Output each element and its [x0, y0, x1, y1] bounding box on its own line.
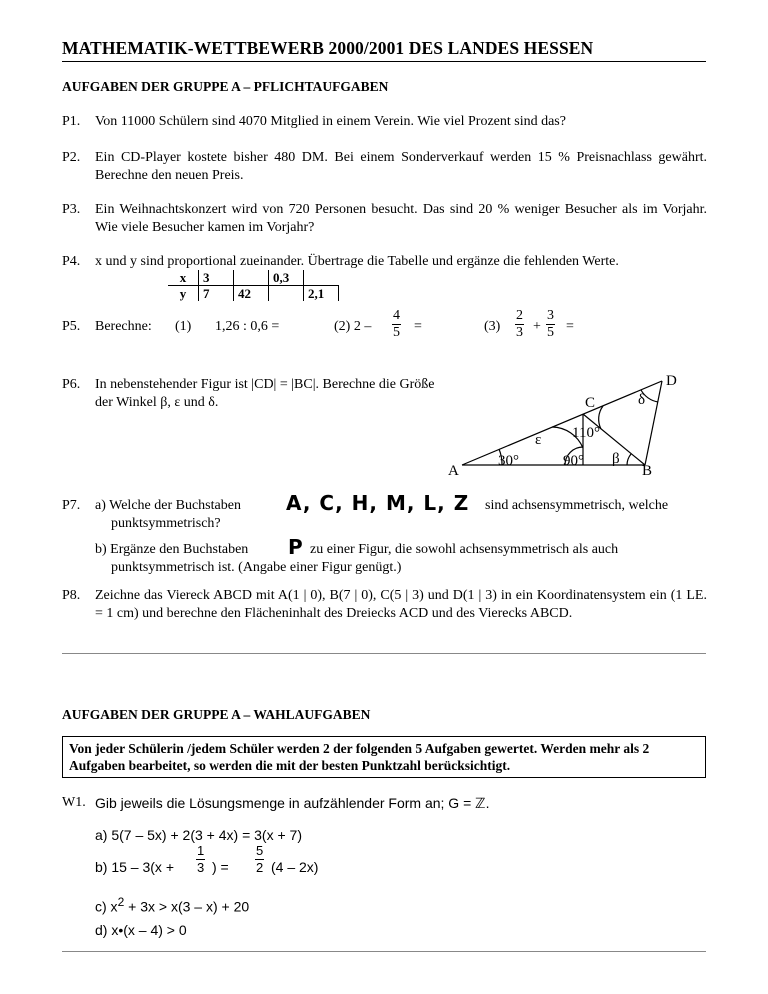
- task-number-p5: P5.: [62, 319, 81, 334]
- p5-a-expression: 1,26 : 0,6 =: [215, 319, 280, 334]
- p7-letters: A, C, H, M, L, Z: [286, 491, 470, 515]
- table-cell: y: [168, 286, 199, 302]
- line-AD: [462, 381, 662, 465]
- table-cell: 7: [199, 286, 234, 302]
- fraction-numerator: 1: [197, 843, 205, 858]
- label-110-degrees: 110°: [572, 425, 600, 441]
- table-cell: 0,3: [269, 270, 304, 286]
- p7-letter-p: P: [288, 535, 304, 559]
- wahl-note-box: Von jeder Schülerin /jedem Schüler werden 2 der folgenden 5 Aufgaben gewertet. Werden mehr als 2 Aufgaben bearbeitet, so werden die mit der besten Punktzahl berücksichtigt.: [62, 736, 706, 778]
- fraction-denominator: 5: [393, 325, 400, 340]
- table-cell: x: [168, 270, 199, 286]
- task-text-p2: Ein CD-Player kostete bisher 480 DM. Bei einem Sonderverkauf werden 15 % Preisnachlass gewährt. Berechne den neuen Preis.: [95, 150, 707, 183]
- line-DB: [645, 381, 662, 465]
- label-90-degrees: 90°: [563, 453, 584, 469]
- task-number-p6: P6.: [62, 377, 81, 392]
- p7-b-line2: punktsymmetrisch ist. (Angabe einer Figur genügt.): [111, 560, 402, 575]
- w1-part-b-mid: ) =: [212, 859, 229, 875]
- w1-b-fraction-1: [196, 843, 205, 876]
- w1-b-fraction-2: [255, 843, 264, 876]
- task-number-p7: P7.: [62, 498, 81, 513]
- task-text-p6: In nebenstehender Figur ist |CD| = |BC|. Berechne die Größe der Winkel β, ε und δ.: [95, 377, 435, 410]
- w1-part-a: a) 5(7 – 5x) + 2(3 + 4x) = 3(x + 7): [95, 827, 302, 843]
- fraction-denominator: 3: [197, 860, 205, 875]
- label-C: C: [585, 395, 596, 411]
- p5-b-prefix: 2 –: [353, 319, 372, 334]
- page-title: MATHEMATIK-WETTBEWERB 2000/2001 DES LANDES HESSEN: [62, 38, 594, 58]
- task-text-p1: Von 11000 Schülern sind 4070 Mitglied in einem Verein. Wie viel Prozent sind das?: [95, 114, 566, 129]
- label-30-degrees: 30°: [498, 453, 519, 469]
- w1-part-b-suffix: (4 – 2x): [271, 859, 319, 875]
- p5-b-number: (2): [334, 319, 351, 334]
- p7-a-prefix: a) Welche der Buchstaben: [95, 498, 241, 513]
- label-A: A: [448, 463, 459, 479]
- table-cell: 3: [199, 270, 234, 286]
- p5-b-expression: [334, 318, 371, 336]
- fraction-numerator: 3: [547, 308, 554, 323]
- label-D: D: [666, 373, 677, 389]
- title-rule: [62, 61, 706, 62]
- label-delta: δ: [638, 392, 646, 408]
- task-number-p8: P8.: [62, 588, 81, 603]
- p5-c-fraction-1: [515, 308, 524, 341]
- task-number-p3: P3.: [62, 202, 81, 217]
- label-epsilon: ε: [535, 432, 542, 448]
- label-beta: β: [612, 451, 620, 467]
- p5-c-fraction-2: [546, 308, 555, 341]
- table-cell: [304, 270, 339, 286]
- table-cell: 42: [234, 286, 269, 302]
- section-heading-wahl: AUFGABEN DER GRUPPE A – WAHLAUFGABEN: [62, 707, 371, 722]
- section-heading-pflicht: AUFGABEN DER GRUPPE A – PFLICHTAUFGABEN: [62, 79, 389, 94]
- arc-beta: [627, 454, 631, 465]
- task-text-w1: Gib jeweils die Lösungsmenge in aufzählender Form an; G = ℤ.: [95, 795, 490, 811]
- task-number-p4: P4.: [62, 254, 81, 269]
- fraction-numerator: 4: [393, 308, 400, 323]
- p7-b-prefix: b) Ergänze den Buchstaben: [95, 542, 249, 557]
- w1-c-suffix: + 3x > x(3 – x) + 20: [128, 898, 250, 915]
- w1-c-exponent: 2: [117, 895, 125, 909]
- table-cell: [269, 286, 304, 302]
- fraction-denominator: 3: [516, 325, 523, 340]
- w1-part-b-prefix: b) 15 – 3(x +: [95, 859, 174, 875]
- task-number-p2: P2.: [62, 150, 81, 165]
- table-cell: 2,1: [304, 286, 339, 302]
- p5-b-fraction: [392, 308, 401, 341]
- triangle-figure: [440, 365, 690, 480]
- task-text-p3: Ein Weihnachtskonzert wird von 720 Personen besucht. Das sind 20 % weniger Besucher als im Vorjahr. Wie viele Besucher kamen im Vorjahr?: [95, 202, 707, 235]
- p7-a-line2: punktsymmetrisch?: [111, 516, 221, 531]
- label-B: B: [642, 463, 653, 479]
- table-cell: [234, 270, 269, 286]
- fraction-numerator: 5: [256, 843, 264, 858]
- fraction-denominator: 5: [547, 325, 554, 340]
- task-text-p8: Zeichne das Viereck ABCD mit A(1 | 0), B(7 | 0), C(5 | 3) und D(1 | 3) in ein Koordinatensystem ein (1 LE. = 1 cm) und berechne den Flächeninhalt des Dreiecks ACD und des Vierecks ABCD.: [95, 588, 707, 621]
- task-number-w1: W1.: [62, 795, 86, 810]
- w1-part-d: d) x•(x – 4) > 0: [95, 922, 187, 938]
- p5-c-equals: =: [566, 319, 574, 334]
- p5-c-number: (3): [484, 319, 501, 334]
- fraction-denominator: 2: [256, 860, 264, 875]
- fraction-numerator: 2: [516, 308, 523, 323]
- p5-label: Berechne:: [95, 319, 152, 334]
- p7-b-suffix: zu einer Figur, die sowohl achsensymmetrisch als auch: [310, 542, 619, 557]
- p5-c-plus: +: [533, 319, 541, 334]
- w1-c-prefix: c) x: [95, 898, 118, 915]
- w1-part-c: [95, 893, 249, 916]
- task-number-p1: P1.: [62, 114, 81, 129]
- task-text-p4: x und y sind proportional zueinander. Übertrage die Tabelle und ergänze die fehlenden Werte.: [95, 254, 619, 269]
- bottom-divider: [62, 951, 706, 952]
- p5-b-equals: =: [414, 319, 422, 334]
- p5-a-number: (1): [175, 319, 192, 334]
- section-divider: [62, 653, 706, 654]
- proportion-table: [168, 270, 339, 301]
- p7-a-suffix: sind achsensymmetrisch, welche: [485, 498, 669, 513]
